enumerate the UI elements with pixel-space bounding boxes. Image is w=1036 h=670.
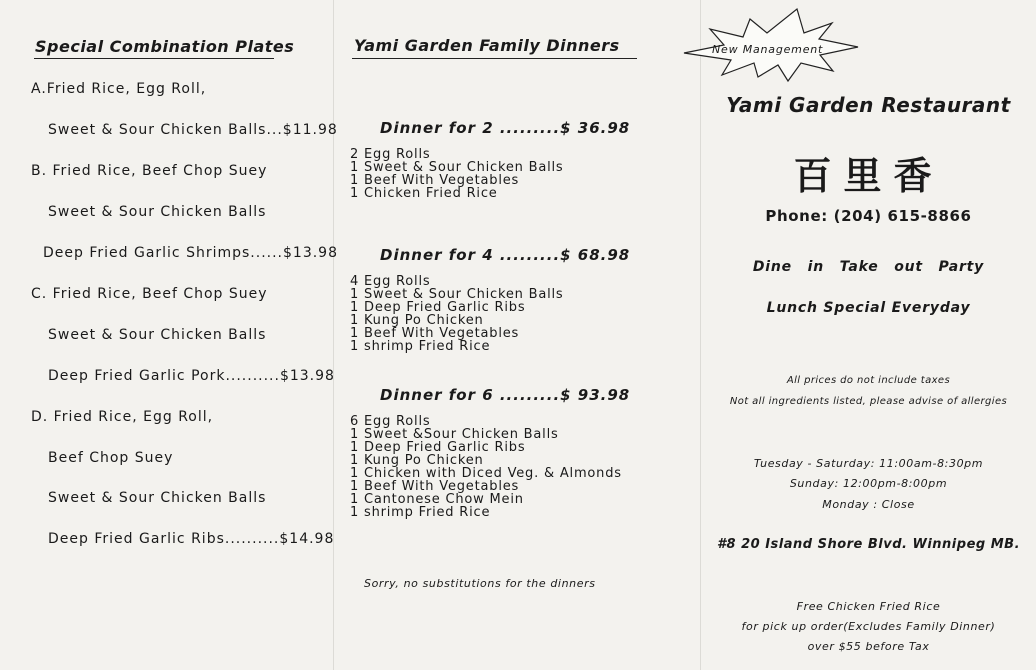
dinner-item: 1 Beef With Vegetables [350,326,520,341]
family-title: Yami Garden Family Dinners [354,36,620,55]
tax-note: All prices do not include taxes [786,375,951,386]
dinner-heading: Dinner for 4 .........$ 68.98 [380,246,631,264]
dinner-item: 1 Deep Fried Garlic Ribs [350,300,526,315]
combo-line: Sweet & Sour Chicken Balls [48,204,267,220]
promo-line: over $55 before Tax [807,640,930,653]
dinner-item: 1 Sweet & Sour Chicken Balls [350,160,564,175]
combo-line: Deep Fried Garlic Shrimps......$13.98 [43,245,338,261]
restaurant-name: Yami Garden Restaurant [726,93,1011,117]
combo-line: Deep Fried Garlic Ribs..........$14.98 [48,531,335,547]
dinner-item: 1 shrimp Fried Rice [350,339,491,354]
dinner-item: 1 Sweet & Sour Chicken Balls [350,287,564,302]
combination-panel [0,0,338,670]
hours-line: Sunday: 12:00pm-8:00pm [789,477,948,490]
combo-line: Sweet & Sour Chicken Balls [48,327,267,343]
dinner-item: 1 Chicken with Diced Veg. & Almonds [350,466,622,481]
combo-line: Beef Chop Suey [48,450,174,466]
dinner-item: 6 Egg Rolls [350,414,431,429]
address: #8 20 Island Shore Blvd. Winnipeg MB. [716,537,1021,552]
dinner-item: 1 Kung Po Chicken [350,313,484,328]
dinner-heading: Dinner for 6 .........$ 93.98 [380,386,631,404]
dinner-item: 1 Deep Fried Garlic Ribs [350,440,526,455]
dinner-item: 1 Cantonese Chow Mein [350,492,524,507]
promo-line: for pick up order(Excludes Family Dinner) [741,620,996,633]
title-underline [352,58,637,59]
dinner-item: 2 Egg Rolls [350,147,431,162]
info-panel [701,0,1036,670]
chinese-name: 百里香 [793,154,944,198]
dinner-heading: Dinner for 2 .........$ 36.98 [380,119,631,137]
combination-title: Special Combination Plates [35,37,295,56]
hours-line: Tuesday - Saturday: 11:00am-8:30pm [753,457,984,470]
dinner-item: 1 Sweet &Sour Chicken Balls [350,427,559,442]
hours-line: Monday : Close [822,498,915,511]
promo-line: Free Chicken Fried Rice [796,600,941,613]
allergy-note: Not all ingredients listed, please advise of allergies [729,396,1008,407]
phone-number: Phone: (204) 615-8866 [765,207,972,225]
dinner-item: 1 Beef With Vegetables [350,173,520,188]
dinner-item: 1 shrimp Fried Rice [350,505,491,520]
combo-line: A.Fried Rice, Egg Roll, [31,81,207,97]
dinner-item: 4 Egg Rolls [350,274,431,289]
services-line: Dine in Take out Party [752,259,985,275]
combo-line: B. Fried Rice, Beef Chop Suey [31,163,268,179]
combo-line: C. Fried Rice, Beef Chop Suey [31,286,268,302]
dinner-item: 1 Beef With Vegetables [350,479,520,494]
new-management-badge: New Management [712,43,824,56]
dinner-item: 1 Chicken Fried Rice [350,186,498,201]
combo-line: Deep Fried Garlic Pork..........$13.98 [48,368,335,384]
dinner-item: 1 Kung Po Chicken [350,453,484,468]
starburst-badge [680,5,870,83]
combo-line: Sweet & Sour Chicken Balls...$11.98 [48,122,338,138]
substitution-note: Sorry, no substitutions for the dinners [364,577,596,590]
combo-line: Sweet & Sour Chicken Balls [48,490,267,506]
title-underline [34,58,274,59]
family-dinners-panel [334,0,700,670]
lunch-special: Lunch Special Everyday [766,300,971,316]
combo-line: D. Fried Rice, Egg Roll, [31,409,214,425]
